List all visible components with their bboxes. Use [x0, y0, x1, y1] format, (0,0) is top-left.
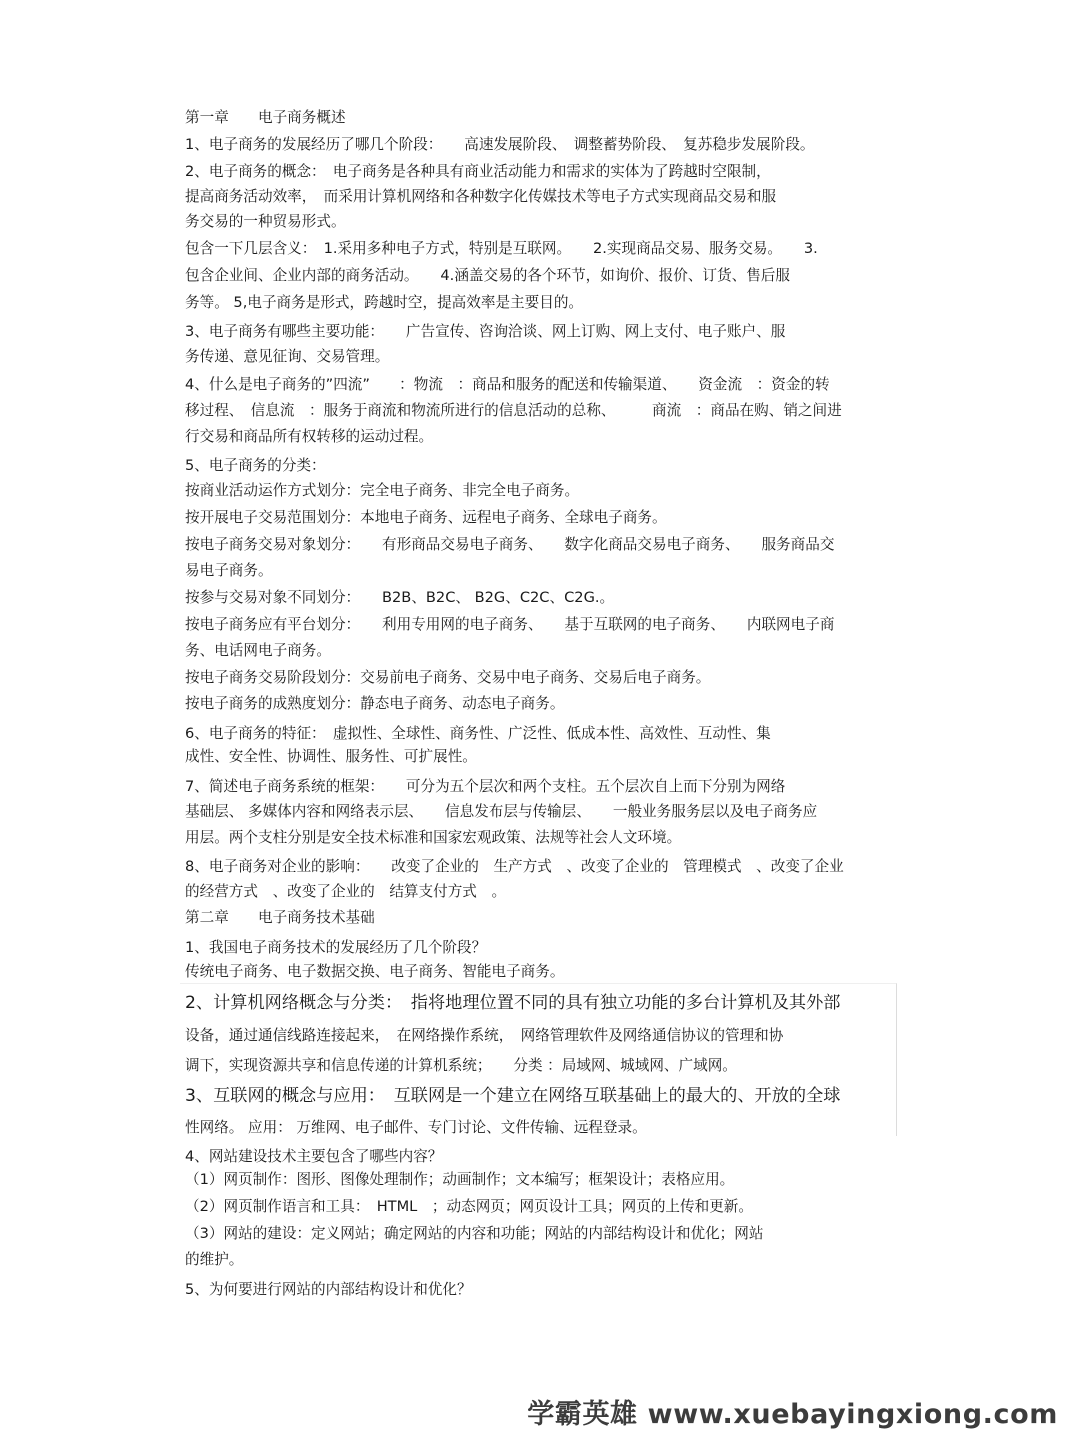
text-line: 提高商务活动效率， 而采用计算机网络和各种数字化传媒技术等电子方式实现商品交易和服 — [185, 188, 777, 205]
text-line: 移过程、 信息流 ：服务于商流和物流所进行的信息活动的总称、 商流 ：商品在购、销之间进 — [185, 402, 842, 419]
text-line: 的经营方式 、改变了企业的 结算支付方式 。 — [185, 883, 507, 900]
chapter-1-title: 第一章 电子商务概述 — [185, 109, 346, 126]
text-line: 务传递、意见征询、交易管理。 — [185, 348, 390, 365]
text-line: 的维护。 — [185, 1251, 244, 1268]
text-line: 易电子商务。 — [185, 562, 273, 579]
text-line: 务、电话网电子商务。 — [185, 642, 331, 659]
text-line: 3、电子商务有哪些主要功能： 广告宣传、咨询洽谈、网上订购、网上支付、电子账户、服 — [185, 323, 786, 340]
text-line: 包含一下几层含义： 1.采用多种电子方式，特别是互联网。 2.实现商品交易、服务交易。 3. — [185, 240, 818, 257]
text-line: 按参与交易对象不同划分： B2B、B2C、 B2G、C2C、C2G.。 — [185, 589, 615, 606]
text-line: 5、为何要进行网站的内部结构设计和优化？ — [185, 1281, 472, 1298]
text-line: 性网络。 应用： 万维网、电子邮件、专门讨论、文件传输、远程登录。 — [185, 1119, 647, 1136]
text-line: 按电子商务交易阶段划分：交易前电子商务、交易中电子商务、交易后电子商务。 — [185, 669, 711, 686]
text-line: 务等。 5,电子商务是形式，跨越时空，提高效率是主要目的。 — [185, 294, 584, 311]
text-line: 2、电子商务的概念： 电子商务是各种具有商业活动能力和需求的实体为了跨越时空限制， — [185, 163, 771, 180]
watermark: 学霸英雄 www.xuebayingxiong.com — [527, 1399, 1058, 1430]
text-line: 按电子商务应有平台划分： 利用专用网的电子商务、 基于互联网的电子商务、 内联网电子商 — [185, 616, 835, 633]
text-line: 设备，通过通信线路连接起来， 在网络操作系统， 网络管理软件及网络通信协议的管理和协 — [185, 1027, 784, 1044]
text-line: 用层。两个支柱分别是安全技术标准和国家宏观政策、法规等社会人文环境。 — [185, 829, 682, 846]
text-line: 成性、安全性、协调性、服务性、可扩展性。 — [185, 748, 477, 765]
text-line: 行交易和商品所有权转移的运动过程。 — [185, 428, 434, 445]
text-line: 包含企业间、企业内部的商务活动。 4.涵盖交易的各个环节，如询价、报价、订货、售后服 — [185, 267, 790, 284]
chapter-2-title: 第二章 电子商务技术基础 — [185, 909, 375, 926]
text-line: 基础层、 多媒体内容和网络表示层、 信息发布层与传输层、 一般业务服务层以及电子商务应 — [185, 803, 818, 820]
text-line: （2）网页制作语言和工具： HTML ；动态网页；网页设计工具；网页的上传和更新。 — [185, 1198, 753, 1215]
text-line: 8、电子商务对企业的影响： 改变了企业的 生产方式 、改变了企业的 管理模式 、改变了企业 — [185, 858, 844, 875]
text-line: 按开展电子交易范围划分：本地电子商务、远程电子商务、全球电子商务。 — [185, 509, 667, 526]
text-line: （1）网页制作：图形、图像处理制作；动画制作；文本编写；框架设计；表格应用。 — [185, 1171, 735, 1188]
text-line: 1、我国电子商务技术的发展经历了几个阶段？ — [185, 939, 487, 956]
text-line: 3、互联网的概念与应用： 互联网是一个建立在网络互联基础上的最大的、开放的全球 — [185, 1086, 841, 1106]
text-line: 2、计算机网络概念与分类： 指将地理位置不同的具有独立功能的多台计算机及其外部 — [185, 993, 841, 1013]
text-line: 5、电子商务的分类： — [185, 457, 326, 474]
text-line: 调下，实现资源共享和信息传递的计算机系统； 分类 ：局域网、城域网、广域网。 — [185, 1057, 737, 1074]
text-line: （3）网站的建设：定义网站；确定网站的内容和功能；网站的内部结构设计和优化；网站 — [185, 1225, 764, 1242]
text-line: 4、什么是电子商务的”四流” ：物流 ：商品和服务的配送和传输渠道、 资金流 ：资金的转 — [185, 376, 830, 393]
text-line: 按商业活动运作方式划分：完全电子商务、非完全电子商务。 — [185, 482, 580, 499]
text-line: 按电子商务交易对象划分： 有形商品交易电子商务、 数字化商品交易电子商务、 服务商品交 — [185, 536, 835, 553]
text-line: 4、网站建设技术主要包含了哪些内容？ — [185, 1148, 443, 1165]
text-line: 7、简述电子商务系统的框架： 可分为五个层次和两个支柱。五个层次自上而下分别为网络 — [185, 778, 786, 795]
text-line: 6、电子商务的特征： 虚拟性、全球性、商务性、广泛性、低成本性、高效性、互动性、集 — [185, 725, 771, 742]
text-line: 1、电子商务的发展经历了哪几个阶段： 高速发展阶段、 调整蓄势阶段、 复苏稳步发展阶段。 — [185, 136, 815, 153]
text-line: 按电子商务的成熟度划分：静态电子商务、动态电子商务。 — [185, 695, 565, 712]
text-line: 传统电子商务、电子数据交换、电子商务、智能电子商务。 — [185, 963, 565, 980]
text-line: 务交易的一种贸易形式。 — [185, 213, 346, 230]
